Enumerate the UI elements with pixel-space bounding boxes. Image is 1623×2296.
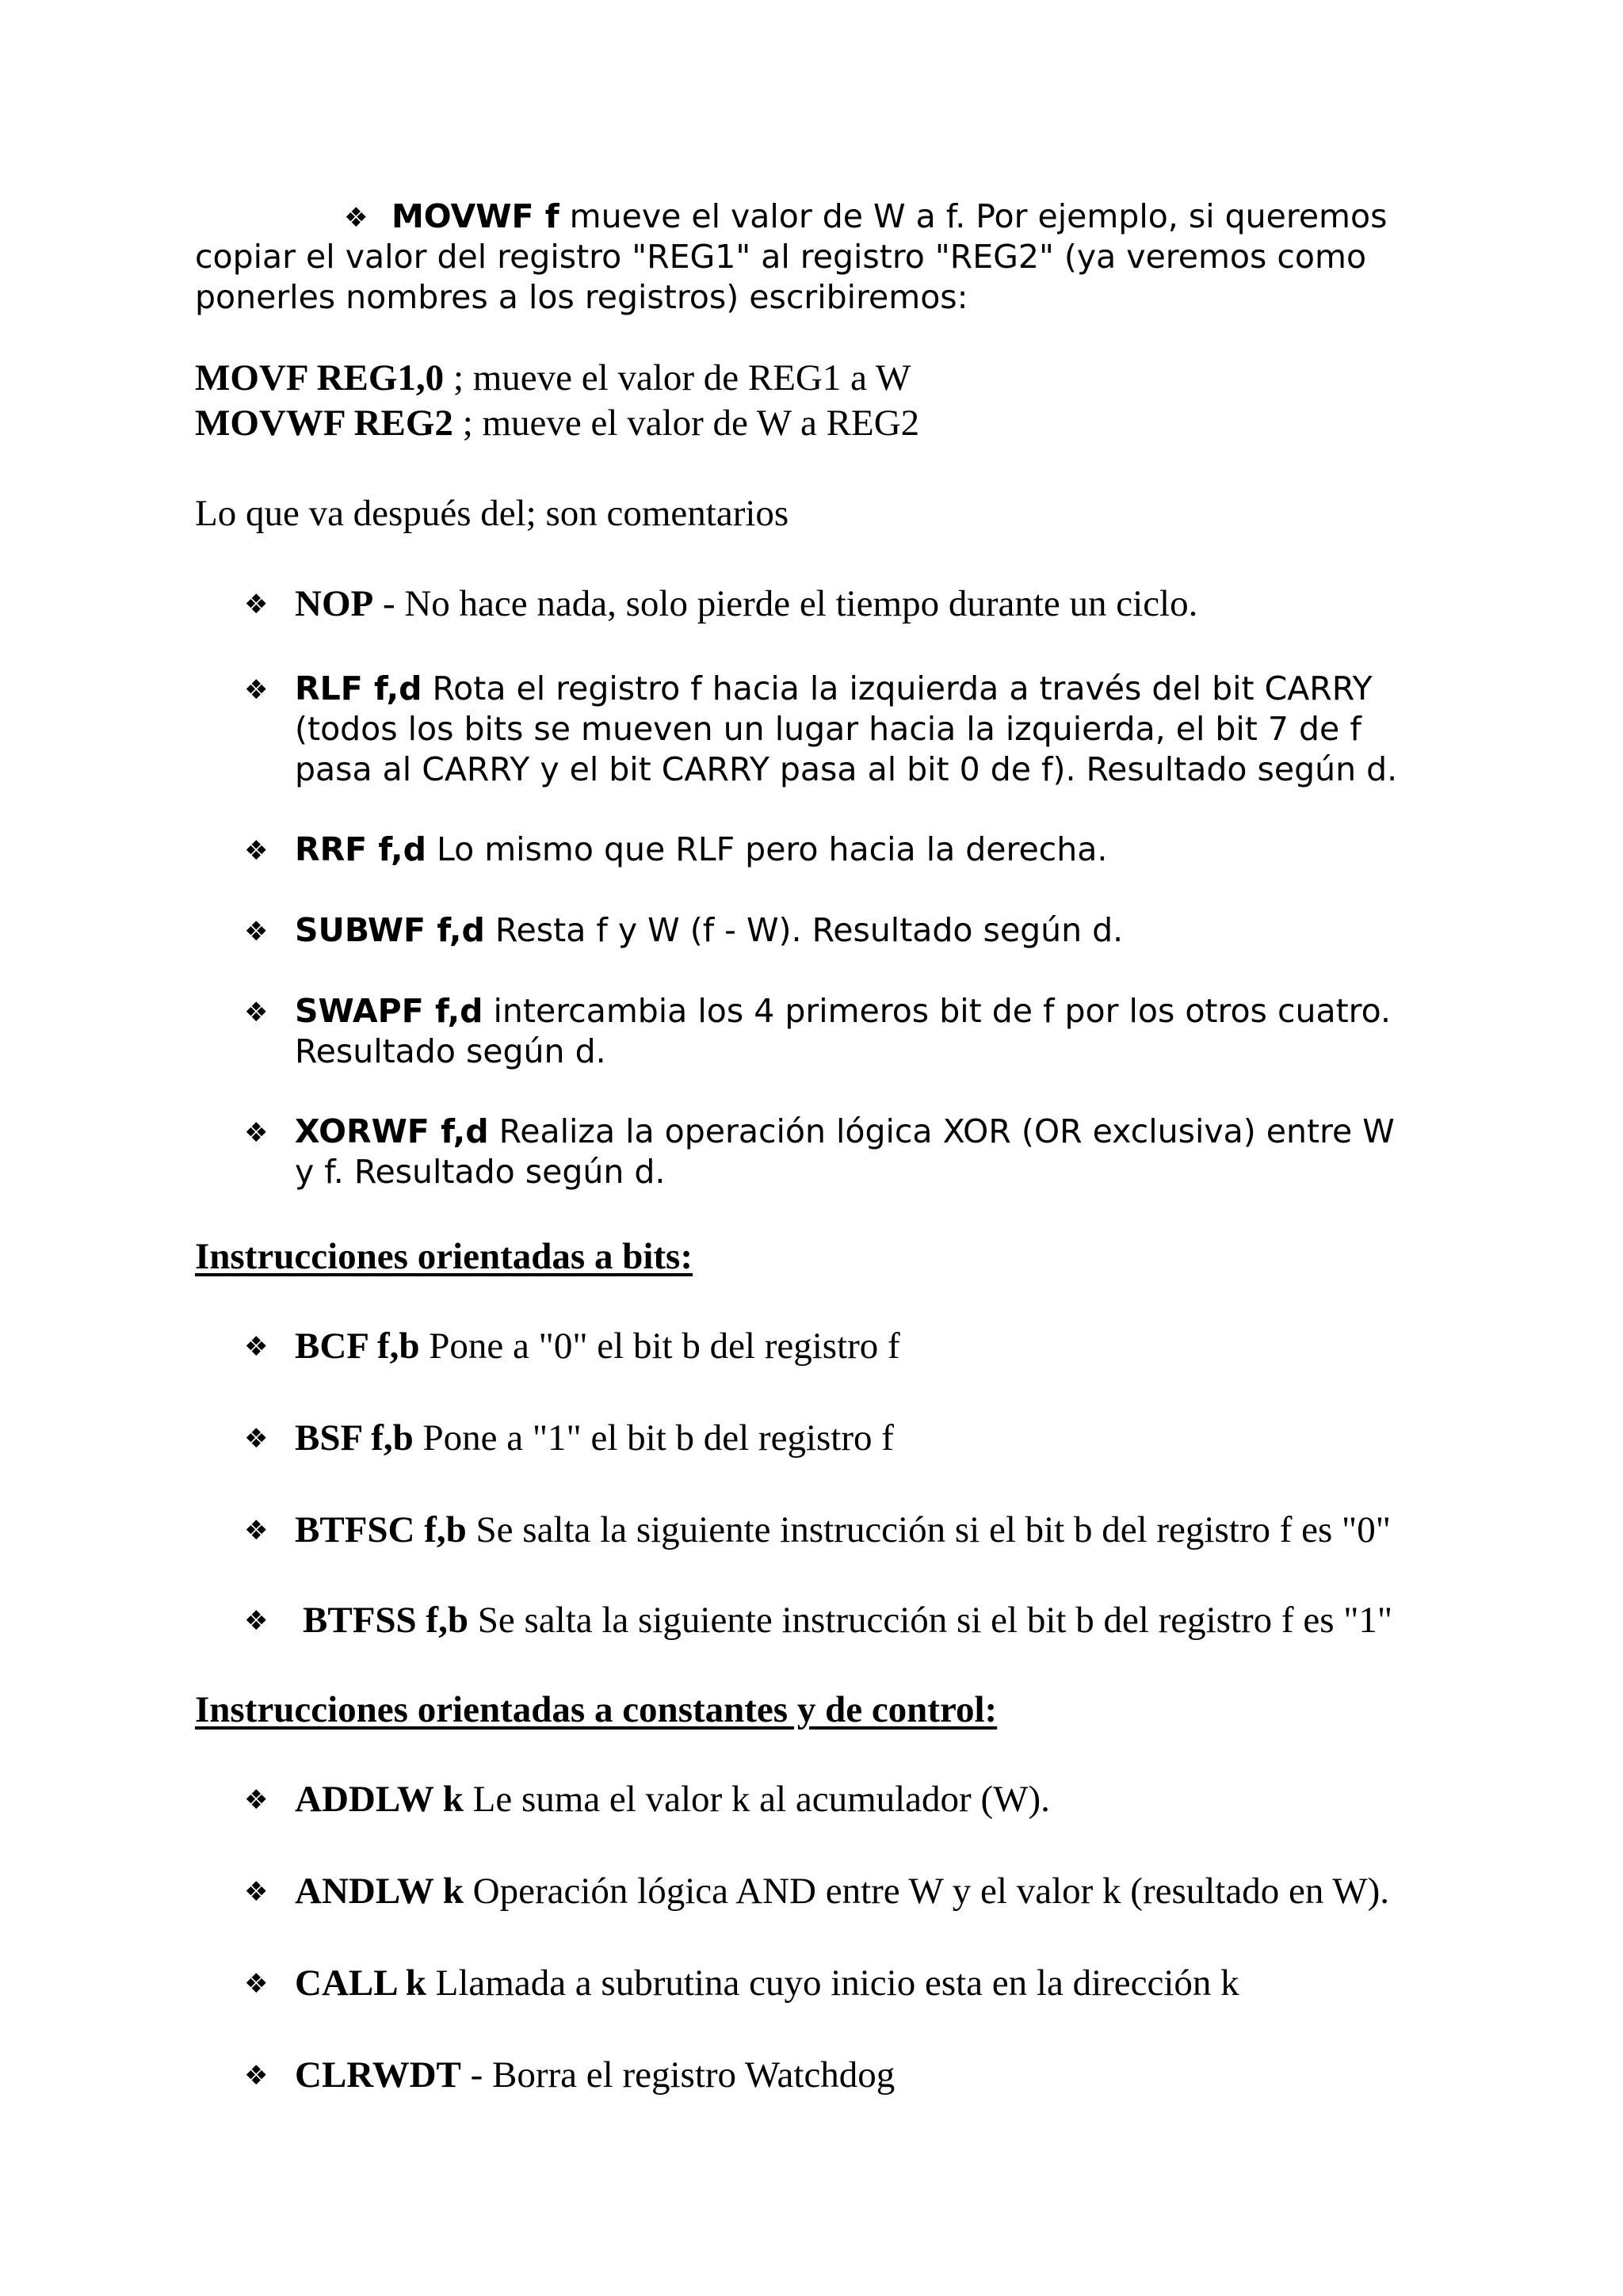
section-heading-constants: Instrucciones orientadas a constantes y de control: xyxy=(195,1689,998,1730)
instruction-mnemonic: CLRWDT xyxy=(295,2054,461,2096)
instruction-mnemonic: BTFSS f,b xyxy=(303,1600,468,1641)
instruction-bsf xyxy=(295,1417,894,1460)
intro-line-1 xyxy=(391,196,1387,237)
instruction-btfss xyxy=(303,1599,1392,1642)
section-heading-bits: Instrucciones orientadas a bits: xyxy=(195,1236,693,1277)
instruction-swapf-line-2: Resultado según d. xyxy=(295,1032,606,1070)
instruction-andlw xyxy=(295,1870,1389,1913)
instruction-nop xyxy=(295,582,1197,626)
instruction-description: Resta f y W (f - W). Resultado según d. xyxy=(484,911,1124,949)
instruction-mnemonic: ADDLW k xyxy=(295,1779,464,1820)
bullet-icon: ❖ xyxy=(244,1784,269,1816)
instruction-description: Se salta la siguiente instrucción si el bit b del registro f es "1" xyxy=(468,1600,1393,1641)
bullet-icon: ❖ xyxy=(344,202,369,234)
bullet-icon: ❖ xyxy=(244,1515,269,1547)
instruction-mnemonic: NOP xyxy=(295,583,374,624)
bullet-icon: ❖ xyxy=(244,916,269,948)
instruction-rlf-line-3: pasa al CARRY y el bit CARRY pasa al bit 0 de f). Resultado según d. xyxy=(295,750,1398,788)
instruction-rlf-line-2: (todos los bits se mueven un lugar hacia la izquierda, el bit 7 de f xyxy=(295,710,1361,748)
instruction-description: - No hace nada, solo pierde el tiempo durante un ciclo. xyxy=(373,583,1198,624)
bullet-icon: ❖ xyxy=(244,1968,269,2000)
instruction-mnemonic: BCF f,b xyxy=(295,1325,420,1367)
instruction-addlw xyxy=(295,1778,1050,1821)
bullet-icon: ❖ xyxy=(244,2060,269,2092)
instruction-description: Lo mismo que RLF pero hacia la derecha. xyxy=(426,830,1108,868)
instruction-description: - Borra el registro Watchdog xyxy=(460,2054,896,2096)
instruction-mnemonic: RRF f,d xyxy=(295,830,426,868)
bullet-icon: ❖ xyxy=(244,589,269,620)
instruction-mnemonic: CALL k xyxy=(295,1962,426,2004)
instruction-description: intercambia los 4 primeros bit de f por los otros cuatro. xyxy=(483,992,1392,1030)
bullet-icon: ❖ xyxy=(244,997,269,1028)
instruction-mnemonic: ANDLW k xyxy=(295,1871,464,1912)
instruction-mnemonic: BSF f,b xyxy=(295,1417,414,1459)
instruction-mnemonic: BTFSC f,b xyxy=(295,1509,467,1550)
intro-text: mueve el valor de W a f. Por ejemplo, si queremos xyxy=(559,197,1388,235)
instruction-mnemonic: XORWF f,d xyxy=(295,1112,489,1150)
instruction-xorwf xyxy=(295,1112,1395,1152)
instruction-clrwdt xyxy=(295,2054,895,2097)
instruction-description: Le suma el valor k al acumulador (W). xyxy=(463,1779,1050,1820)
instruction-rrf xyxy=(295,830,1107,870)
instruction-xorwf-line-2: y f. Resultado según d. xyxy=(295,1153,666,1191)
instruction-description: Operación lógica AND entre W y el valor k (resultado en W). xyxy=(463,1871,1389,1912)
instruction-description: Pone a "1" el bit b del registro f xyxy=(413,1417,894,1459)
bullet-icon: ❖ xyxy=(244,1331,269,1363)
comment-note: Lo que va después del; son comentarios xyxy=(195,493,789,534)
instruction-call xyxy=(295,1962,1239,2005)
instruction-subwf xyxy=(295,910,1123,951)
bullet-icon: ❖ xyxy=(244,1117,269,1149)
instruction-swapf xyxy=(295,991,1391,1032)
instruction-bcf xyxy=(295,1325,900,1368)
instruction-rlf xyxy=(295,669,1373,709)
instruction-description: Realiza la operación lógica XOR (OR exclusiva) entre W xyxy=(488,1112,1395,1150)
instruction-description: Rota el registro f hacia la izquierda a través del bit CARRY xyxy=(422,669,1373,707)
instruction-description: Pone a "0" el bit b del registro f xyxy=(419,1325,900,1367)
intro-line-2: copiar el valor del registro "REG1" al registro "REG2" (ya veremos como xyxy=(195,238,1367,276)
instruction-description: Se salta la siguiente instrucción si el bit b del registro f es "0" xyxy=(466,1509,1391,1550)
code-line-2 xyxy=(195,402,919,445)
bullet-icon: ❖ xyxy=(244,1876,269,1908)
instruction-btfsc xyxy=(295,1508,1391,1552)
code-mnemonic: MOVF REG1,0 xyxy=(195,357,445,399)
instruction-mnemonic: SWAPF f,d xyxy=(295,992,483,1030)
code-line-1 xyxy=(195,357,911,400)
bullet-icon: ❖ xyxy=(244,835,269,867)
code-mnemonic: MOVWF REG2 xyxy=(195,402,453,444)
bullet-icon: ❖ xyxy=(244,1423,269,1455)
instruction-description: Llamada a subrutina cuyo inicio esta en la dirección k xyxy=(426,1962,1239,2004)
instruction-mnemonic: MOVWF f xyxy=(391,197,559,235)
intro-line-3: ponerles nombres a los registros) escribiremos: xyxy=(195,278,968,316)
instruction-mnemonic: RLF f,d xyxy=(295,669,422,707)
bullet-icon: ❖ xyxy=(244,674,269,706)
code-comment: ; mueve el valor de W a REG2 xyxy=(453,402,920,444)
code-comment: ; mueve el valor de REG1 a W xyxy=(444,357,911,399)
bullet-icon: ❖ xyxy=(244,1605,269,1637)
instruction-mnemonic: SUBWF f,d xyxy=(295,911,485,949)
